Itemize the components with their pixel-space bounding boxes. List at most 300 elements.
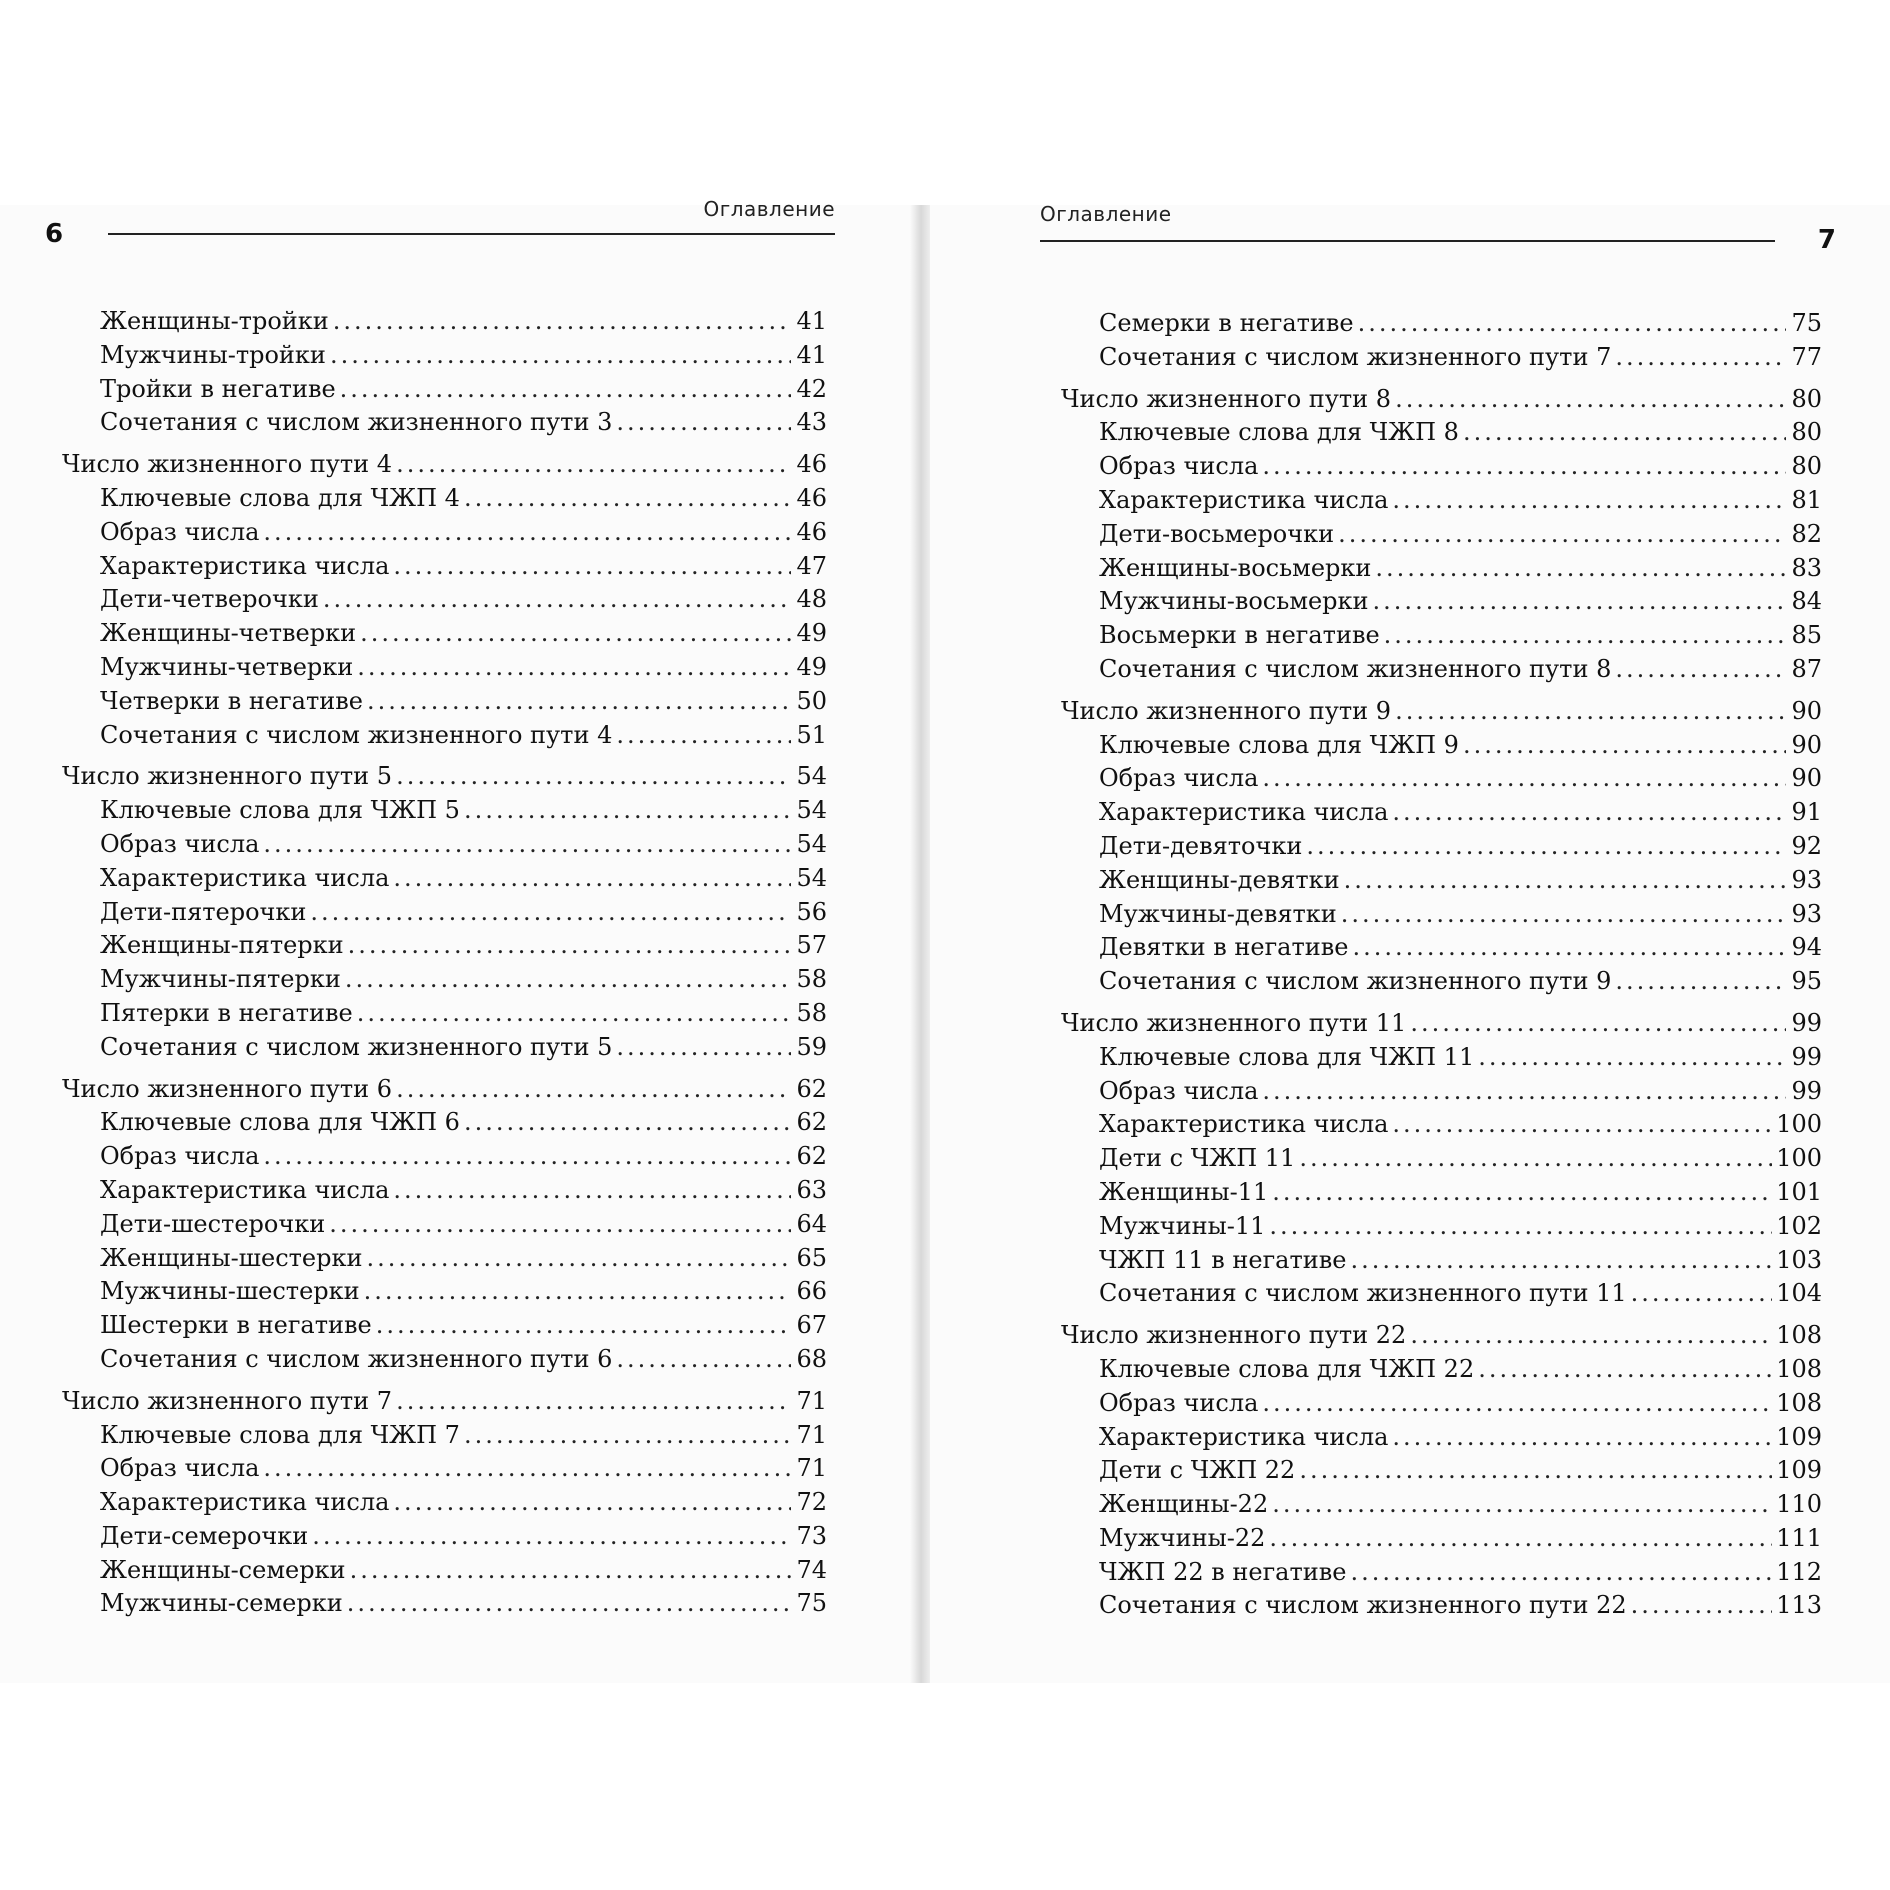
toc-section-entry	[62, 794, 827, 828]
toc-entry-page: 54	[796, 796, 827, 825]
toc-entry-title: Мужчины-22	[1099, 1523, 1266, 1552]
toc-entry-page: 73	[796, 1521, 827, 1550]
toc-section-entry	[1061, 898, 1822, 932]
dot-leader	[1272, 1488, 1772, 1522]
toc-entry-page: 57	[796, 931, 827, 960]
dot-leader	[616, 1343, 791, 1377]
toc-entry-title: Женщины-семерки	[100, 1555, 346, 1584]
toc-section-entry	[1061, 1454, 1822, 1488]
toc-entry-page: 68	[796, 1344, 827, 1373]
dot-leader	[464, 1419, 791, 1453]
dot-leader	[1392, 1108, 1772, 1142]
dot-leader	[1392, 796, 1786, 830]
toc-entry-title: Женщины-пятерки	[100, 931, 344, 960]
toc-section-entry	[62, 828, 827, 862]
toc-entry-title: Образ числа	[100, 1142, 260, 1171]
toc-entry-page: 87	[1791, 654, 1822, 683]
toc-entry-title: Ключевые слова для ЧЖП 8	[1099, 418, 1459, 447]
toc-entry-page: 62	[796, 1142, 827, 1171]
toc-section-entry	[1061, 864, 1822, 898]
toc-entry-page: 54	[796, 863, 827, 892]
toc-entry-page: 80	[1791, 452, 1822, 481]
toc-entry-page: 59	[796, 1032, 827, 1061]
dot-leader	[323, 583, 791, 617]
toc-entry-page: 48	[796, 585, 827, 614]
toc-list	[1061, 307, 1822, 1623]
dot-leader	[340, 373, 791, 407]
dot-leader	[366, 1242, 791, 1276]
toc-entry-page: 108	[1776, 1388, 1822, 1417]
toc-section-entry	[1061, 552, 1822, 586]
toc-entry-title: Восьмерки в негативе	[1099, 621, 1380, 650]
toc-entry-title: Характеристика числа	[100, 551, 390, 580]
dot-leader	[464, 1106, 791, 1140]
toc-entry-title: Сочетания с числом жизненного пути 6	[100, 1344, 613, 1373]
toc-entry-page: 41	[796, 340, 827, 369]
toc-chapter-entry	[62, 760, 827, 794]
dot-leader	[1395, 383, 1786, 417]
toc-entry-page: 94	[1791, 933, 1822, 962]
toc-section-entry	[62, 1106, 827, 1140]
toc-entry-title: Мужчины-тройки	[100, 340, 326, 369]
toc-entry-page: 46	[796, 517, 827, 546]
dot-leader	[1478, 1353, 1772, 1387]
toc-entry-page: 91	[1791, 798, 1822, 827]
dot-leader	[1306, 830, 1786, 864]
dot-leader	[364, 1275, 791, 1309]
toc-section-entry	[1061, 1488, 1822, 1522]
dot-leader	[1631, 1277, 1773, 1311]
toc-entry-title: Мужчины-девятки	[1099, 899, 1337, 928]
toc-entry-page: 83	[1791, 553, 1822, 582]
toc-section-entry	[1061, 619, 1822, 653]
header-rule	[108, 233, 835, 235]
toc-section-entry	[62, 550, 827, 584]
toc-section-entry	[1061, 341, 1822, 375]
toc-entry-page: 90	[1791, 764, 1822, 793]
toc-section-entry	[1061, 729, 1822, 763]
toc-section-entry	[62, 1174, 827, 1208]
toc-entry-page: 110	[1776, 1490, 1822, 1519]
dot-leader	[263, 1140, 791, 1174]
toc-entry-title: Число жизненного пути 9	[1061, 696, 1392, 725]
toc-entry-title: Женщины-шестерки	[100, 1243, 363, 1272]
dot-leader	[312, 1520, 791, 1554]
toc-entry-page: 109	[1776, 1456, 1822, 1485]
dot-leader	[393, 550, 791, 584]
toc-entry-page: 102	[1776, 1211, 1822, 1240]
toc-entry-title: Мужчины-пятерки	[100, 965, 341, 994]
toc-section-entry	[1061, 1522, 1822, 1556]
dot-leader	[464, 482, 791, 516]
toc-section-entry	[62, 1309, 827, 1343]
dot-leader	[367, 685, 791, 719]
toc-section-entry	[62, 1554, 827, 1588]
toc-section-entry	[62, 373, 827, 407]
toc-section-entry	[1061, 518, 1822, 552]
toc-entry-title: Характеристика числа	[100, 863, 390, 892]
toc-section-entry	[62, 1419, 827, 1453]
toc-entry-title: Число жизненного пути 22	[1061, 1321, 1407, 1350]
toc-entry-page: 47	[796, 551, 827, 580]
running-head: Оглавление	[703, 197, 835, 221]
toc-section-entry	[1061, 416, 1822, 450]
toc-entry-page: 109	[1776, 1422, 1822, 1451]
dot-leader	[263, 1452, 791, 1486]
toc-section-entry	[1061, 1075, 1822, 1109]
toc-entry-title: Число жизненного пути 4	[62, 450, 393, 479]
toc-entry-page: 66	[796, 1277, 827, 1306]
toc-entry-page: 51	[796, 720, 827, 749]
toc-entry-page: 71	[796, 1386, 827, 1415]
toc-section-entry	[62, 719, 827, 753]
toc-section-entry	[1061, 484, 1822, 518]
dot-leader	[1299, 1142, 1772, 1176]
toc-entry-page: 65	[796, 1243, 827, 1272]
dot-leader	[1615, 965, 1786, 999]
toc-entry-title: Образ числа	[100, 1454, 260, 1483]
toc-section-entry	[1061, 965, 1822, 999]
toc-entry-title: Ключевые слова для ЧЖП 5	[100, 796, 460, 825]
toc-entry-page: 80	[1791, 418, 1822, 447]
toc-entry-page: 90	[1791, 730, 1822, 759]
toc-section-entry	[1061, 450, 1822, 484]
dot-leader	[263, 828, 791, 862]
dot-leader	[464, 794, 791, 828]
toc-section-entry	[1061, 796, 1822, 830]
toc-entry-title: Характеристика числа	[1099, 1422, 1389, 1451]
toc-entry-title: Сочетания с числом жизненного пути 22	[1099, 1591, 1627, 1620]
dot-leader	[1262, 1387, 1772, 1421]
toc-entry-title: Сочетания с числом жизненного пути 3	[100, 408, 613, 437]
toc-section-entry	[1061, 830, 1822, 864]
toc-entry-page: 99	[1791, 1076, 1822, 1105]
dot-leader	[348, 929, 791, 963]
toc-entry-page: 82	[1791, 519, 1822, 548]
toc-section-entry	[62, 1275, 827, 1309]
toc-entry-title: Дети-четверочки	[100, 585, 319, 614]
toc-section-entry	[62, 406, 827, 440]
toc-entry-title: Дети с ЧЖП 22	[1099, 1456, 1296, 1485]
dot-leader	[393, 1486, 791, 1520]
toc-entry-page: 46	[796, 450, 827, 479]
dot-leader	[1384, 619, 1786, 653]
dot-leader	[616, 1031, 791, 1065]
toc-entry-page: 75	[796, 1589, 827, 1618]
toc-entry-title: Сочетания с числом жизненного пути 5	[100, 1032, 613, 1061]
toc-entry-title: Дети-семерочки	[100, 1521, 309, 1550]
dot-leader	[1463, 416, 1786, 450]
dot-leader	[1344, 864, 1786, 898]
toc-section-entry	[1061, 1589, 1822, 1623]
toc-entry-title: Женщины-восьмерки	[1099, 553, 1372, 582]
dot-leader	[1352, 931, 1786, 965]
toc-entry-page: 93	[1791, 865, 1822, 894]
toc-entry-page: 41	[796, 307, 827, 335]
dot-leader	[376, 1309, 791, 1343]
toc-section-entry	[62, 963, 827, 997]
toc-entry-page: 101	[1776, 1177, 1822, 1206]
toc-section-entry	[1061, 762, 1822, 796]
toc-entry-page: 81	[1791, 485, 1822, 514]
toc-section-entry	[1061, 1421, 1822, 1455]
toc-entry-page: 58	[796, 965, 827, 994]
toc-entry-page: 75	[1791, 309, 1822, 337]
toc-entry-page: 49	[796, 619, 827, 648]
toc-entry-title: Образ числа	[1099, 1388, 1259, 1417]
dot-leader	[310, 896, 791, 930]
toc-entry-page: 100	[1776, 1144, 1822, 1173]
dot-leader	[329, 1208, 791, 1242]
dot-leader	[347, 1587, 791, 1621]
toc-entry-title: Мужчины-четверки	[100, 652, 354, 681]
page-number: 6	[45, 219, 64, 249]
toc-entry-page: 54	[796, 829, 827, 858]
toc-entry-title: Женщины-девятки	[1099, 865, 1340, 894]
toc-entry-title: Число жизненного пути 7	[62, 1386, 393, 1415]
toc-entry-page: 84	[1791, 587, 1822, 616]
dot-leader	[1262, 762, 1786, 796]
toc-entry-title: Образ числа	[1099, 764, 1259, 793]
dot-leader	[1358, 307, 1786, 341]
toc-entry-title: Сочетания с числом жизненного пути 9	[1099, 967, 1612, 996]
toc-entry-title: Женщины-тройки	[100, 307, 329, 335]
toc-entry-title: Характеристика числа	[1099, 798, 1389, 827]
toc-section-entry	[1061, 1041, 1822, 1075]
toc-chapter-entry	[62, 1385, 827, 1419]
dot-leader	[1272, 1176, 1772, 1210]
toc-entry-page: 71	[796, 1420, 827, 1449]
toc-entry-title: Сочетания с числом жизненного пути 4	[100, 720, 613, 749]
toc-entry-title: Мужчины-восьмерки	[1099, 587, 1369, 616]
toc-entry-title: Ключевые слова для ЧЖП 4	[100, 483, 460, 512]
toc-entry-page: 104	[1776, 1279, 1822, 1308]
toc-entry-title: Образ числа	[100, 517, 260, 546]
toc-entry-title: Число жизненного пути 5	[62, 762, 393, 791]
toc-entry-page: 62	[796, 1108, 827, 1137]
toc-entry-title: Дети с ЧЖП 11	[1099, 1144, 1296, 1173]
toc-entry-page: 62	[796, 1074, 827, 1103]
toc-section-entry	[62, 896, 827, 930]
toc-chapter-entry	[62, 1073, 827, 1107]
toc-entry-page: 64	[796, 1209, 827, 1238]
toc-section-entry	[62, 997, 827, 1031]
dot-leader	[396, 1385, 791, 1419]
dot-leader	[350, 1554, 791, 1588]
toc-section-entry	[1061, 1277, 1822, 1311]
toc-entry-page: 43	[796, 408, 827, 437]
dot-leader	[360, 617, 791, 651]
dot-leader	[1478, 1041, 1786, 1075]
dot-leader	[1615, 653, 1786, 687]
toc-entry-title: Сочетания с числом жизненного пути 11	[1099, 1279, 1627, 1308]
toc-entry-title: Число жизненного пути 6	[62, 1074, 393, 1103]
toc-entry-title: Ключевые слова для ЧЖП 9	[1099, 730, 1459, 759]
toc-entry-page: 72	[796, 1488, 827, 1517]
toc-section-entry	[62, 617, 827, 651]
dot-leader	[1392, 1421, 1772, 1455]
dot-leader	[1338, 518, 1786, 552]
running-head: Оглавление	[1040, 202, 1172, 226]
toc-entry-page: 100	[1776, 1110, 1822, 1139]
toc-entry-title: Четверки в негативе	[100, 686, 363, 715]
toc-entry-title: Ключевые слова для ЧЖП 22	[1099, 1354, 1475, 1383]
toc-entry-page: 71	[796, 1454, 827, 1483]
toc-entry-title: Дети-девяточки	[1099, 831, 1303, 860]
toc-entry-title: Число жизненного пути 11	[1061, 1008, 1407, 1037]
toc-section-entry	[1061, 653, 1822, 687]
toc-section-entry	[1061, 1176, 1822, 1210]
toc-entry-title: Характеристика числа	[1099, 1110, 1389, 1139]
dot-leader	[1350, 1556, 1772, 1590]
toc-entry-title: Женщины-четверки	[100, 619, 357, 648]
toc-entry-title: Ключевые слова для ЧЖП 7	[100, 1420, 460, 1449]
toc-section-entry	[1061, 1244, 1822, 1278]
dot-leader	[330, 339, 791, 373]
toc-entry-title: Тройки в негативе	[100, 374, 336, 403]
toc-entry-page: 63	[796, 1175, 827, 1204]
toc-entry-page: 99	[1791, 1008, 1822, 1037]
toc-section-entry	[62, 929, 827, 963]
toc-section-entry	[62, 1587, 827, 1621]
toc-chapter-entry	[1061, 1319, 1822, 1353]
toc-entry-page: 46	[796, 483, 827, 512]
toc-entry-page: 54	[796, 762, 827, 791]
dot-leader	[1299, 1454, 1772, 1488]
dot-leader	[263, 516, 791, 550]
toc-entry-page: 93	[1791, 899, 1822, 928]
toc-section-entry	[62, 862, 827, 896]
page-number: 7	[1817, 225, 1836, 255]
toc-chapter-entry	[1061, 695, 1822, 729]
dot-leader	[1410, 1007, 1786, 1041]
toc-section-entry	[62, 1242, 827, 1276]
toc-entry-title: ЧЖП 11 в негативе	[1099, 1245, 1347, 1274]
toc-section-entry	[1061, 1210, 1822, 1244]
toc-section-entry	[62, 651, 827, 685]
toc-entry-title: Пятерки в негативе	[100, 998, 353, 1027]
toc-section-entry	[62, 516, 827, 550]
toc-chapter-entry	[1061, 383, 1822, 417]
toc-entry-title: Сочетания с числом жизненного пути 8	[1099, 654, 1612, 683]
toc-section-entry	[62, 339, 827, 373]
toc-section-entry	[62, 1208, 827, 1242]
dot-leader	[396, 760, 791, 794]
dot-leader	[1375, 552, 1786, 586]
toc-entry-title: Мужчины-шестерки	[100, 1277, 360, 1306]
toc-entry-title: Ключевые слова для ЧЖП 6	[100, 1108, 460, 1137]
toc-section-entry	[62, 482, 827, 516]
toc-entry-page: 92	[1791, 831, 1822, 860]
toc-entry-title: Характеристика числа	[100, 1175, 390, 1204]
toc-entry-page: 90	[1791, 696, 1822, 725]
toc-entry-page: 56	[796, 897, 827, 926]
dot-leader	[1373, 585, 1786, 619]
toc-section-entry	[62, 1520, 827, 1554]
toc-entry-title: Характеристика числа	[100, 1488, 390, 1517]
toc-list	[62, 305, 827, 1621]
toc-entry-title: Дети-шестерочки	[100, 1209, 326, 1238]
toc-entry-page: 80	[1791, 384, 1822, 413]
toc-entry-page: 108	[1776, 1354, 1822, 1383]
toc-entry-page: 50	[796, 686, 827, 715]
toc-section-entry	[1061, 1387, 1822, 1421]
dot-leader	[1262, 1075, 1786, 1109]
header-rule	[1040, 240, 1775, 242]
toc-entry-page: 112	[1776, 1557, 1822, 1586]
toc-section-entry	[1061, 931, 1822, 965]
toc-entry-title: Ключевые слова для ЧЖП 11	[1099, 1042, 1475, 1071]
toc-section-entry	[62, 685, 827, 719]
toc-entry-title: Женщины-22	[1099, 1490, 1269, 1519]
toc-section-entry	[62, 1452, 827, 1486]
toc-entry-page: 74	[796, 1555, 827, 1584]
toc-entry-title: Семерки в негативе	[1099, 309, 1354, 337]
dot-leader	[357, 651, 791, 685]
dot-leader	[1410, 1319, 1772, 1353]
right-page	[930, 202, 1890, 1683]
dot-leader	[1392, 484, 1786, 518]
dot-leader	[345, 963, 791, 997]
toc-entry-page: 99	[1791, 1042, 1822, 1071]
toc-entry-title: Девятки в негативе	[1099, 933, 1349, 962]
toc-section-entry	[1061, 1556, 1822, 1590]
toc-entry-page: 77	[1791, 342, 1822, 371]
left-page	[0, 197, 920, 1683]
toc-entry-title: ЧЖП 22 в негативе	[1099, 1557, 1347, 1586]
toc-section-entry	[62, 305, 827, 339]
dot-leader	[1269, 1522, 1772, 1556]
toc-section-entry	[1061, 307, 1822, 341]
toc-entry-page: 58	[796, 998, 827, 1027]
dot-leader	[616, 719, 791, 753]
toc-section-entry	[1061, 585, 1822, 619]
dot-leader	[393, 862, 791, 896]
toc-entry-title: Дети-восьмерочки	[1099, 519, 1335, 548]
dot-leader	[616, 406, 791, 440]
toc-section-entry	[62, 1486, 827, 1520]
dot-leader	[1341, 898, 1786, 932]
toc-entry-page: 111	[1776, 1523, 1822, 1552]
dot-leader	[1615, 341, 1786, 375]
toc-entry-title: Образ числа	[100, 829, 260, 858]
toc-entry-page: 42	[796, 374, 827, 403]
toc-section-entry	[62, 583, 827, 617]
dot-leader	[396, 1073, 791, 1107]
toc-entry-page: 49	[796, 652, 827, 681]
toc-section-entry	[62, 1031, 827, 1065]
toc-entry-page: 95	[1791, 967, 1822, 996]
dot-leader	[357, 997, 791, 1031]
toc-entry-title: Шестерки в негативе	[100, 1311, 372, 1340]
dot-leader	[393, 1174, 791, 1208]
dot-leader	[333, 305, 791, 339]
toc-chapter-entry	[62, 448, 827, 482]
toc-entry-title: Сочетания с числом жизненного пути 7	[1099, 342, 1612, 371]
toc-entry-title: Мужчины-семерки	[100, 1589, 343, 1618]
toc-section-entry	[62, 1140, 827, 1174]
toc-entry-title: Образ числа	[1099, 1076, 1259, 1105]
toc-entry-title: Мужчины-11	[1099, 1211, 1266, 1240]
dot-leader	[396, 448, 791, 482]
dot-leader	[1350, 1244, 1772, 1278]
toc-entry-title: Число жизненного пути 8	[1061, 384, 1392, 413]
toc-entry-title: Женщины-11	[1099, 1177, 1269, 1206]
toc-entry-page: 108	[1776, 1321, 1822, 1350]
dot-leader	[1269, 1210, 1772, 1244]
toc-entry-page: 103	[1776, 1245, 1822, 1274]
toc-entry-page: 67	[796, 1311, 827, 1340]
